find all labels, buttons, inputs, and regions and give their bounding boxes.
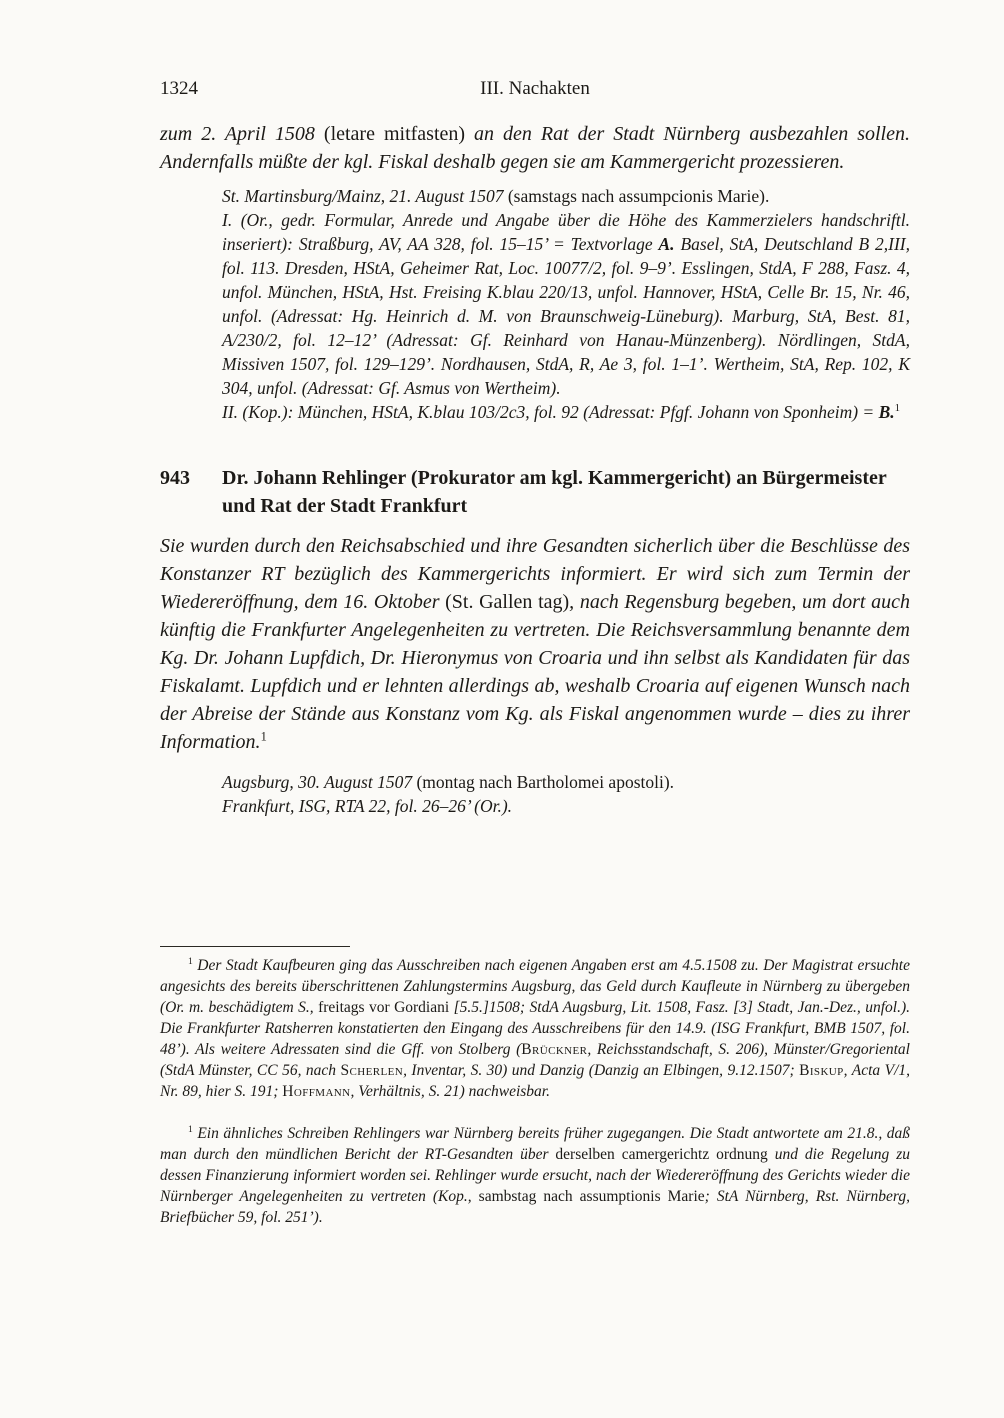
page-number: 1324 [160,78,198,99]
entry-943-title: Dr. Johann Rehlinger (Prokurator am kgl. Kammergericht) an Bürgermeister und Rat der Stadt Frankfurt [222,467,887,517]
previous-entry-dateline: St. Martinsburg/Mainz, 21. August 1507 (samstags nach assumpcionis Marie). [222,186,770,206]
previous-entry-transmission-originals: I. (Or., gedr. Formular, Anrede und Angabe über die Höhe des Kammerzielers handschriftl. inseriert): Straßburg, AV, AA 328, fol. 15–15’ = Textvorlage A. Basel, StA, Deutschland B 2,III, fol. 113. Dresden, HStA, Geheimer Rat, Loc. 10077/2, fol. 9–9’. Esslingen, StdA, F 288, Fasz. 4, unfol. München, HStA, Hst. Freising K.blau 220/13, unfol. Hannover, HStA, Celle Br. 15, Nr. 46, unfol. (Adressat: Hg. Heinrich d. M. von Braunschweig-Lüneburg). Marburg, StA, Best. 81, A/230/2, fol. 12–12’ (Adressat: Gf. Reinhard von Hanau-Münzenberg). Nördlingen, StdA, Missiven 1507, fol. 129–129’. Nordhausen, StdA, R, Ae 3, fol. 1–1’. Wertheim, StA, Rep. 102, K 304, unfol. (Adressat: Gf. Asmus von Wertheim). [222,210,910,398]
entry-943-regest: Sie wurden durch den Reichsabschied und ihre Gesandten sicherlich über die Beschlüsse des Konstanzer RT bezüglich des Kammergerichts informiert. Er wird sich zum Termin der Wiedereröffnung, dem 16. Oktober (St. Gallen tag), nach Regensburg begeben, um dort auch künftig die Frankfurter Angelegenheiten zu vertreten. Die Reichsversammlung benannte dem Kg. Dr. Johann Lupfdich, Dr. Hieronymus von Croaria und ihn selbst als Kandidaten für das Fiskalamt. Lupfdich und er lehnten allerdings ab, weshalb Croaria auf eigenen Wunsch nach der Abreise der Stände aus Konstanz vom Kg. als Fiskal angenommen wurde – dies zu ihrer Information.$^1$ [160,535,911,753]
running-head: III. Nachakten [480,78,590,99]
entry-943-dateline: Augsburg, 30. August 1507 (montag nach Bartholomei apostoli). [222,772,675,792]
previous-entry-source-block [222,184,910,424]
entry-943-source-block [222,770,910,818]
footnote-2: $^1$ Ein ähnliches Schreiben Rehlingers war Nürnberg bereits früher zugegangen. Die Stadt antwortete am 21.8., daß man durch den mündlichen Bericht der RT-Gesandten über derselben camergerichtz ordnung und die Regelung zu dessen Finanzierung informiert worden sei. Rehlinger wurde ersucht, nach der Wiedereröffnung des Gerichts wieder die Nürnberger Angelegenheiten zu vertreten (Kop., sambstag nach assumptionis Marie; StA Nürnberg, Rst. Nürnberg, Briefbücher 59, fol. 251’). [160,1123,910,1226]
entry-943-number: 943 [160,467,190,489]
footnote-separator [160,946,350,947]
page-header [160,78,910,104]
entry-943-heading [160,464,910,520]
text-block [160,120,910,818]
footnotes-section [160,946,910,1228]
previous-entry-transmission-copies: II. (Kop.): München, HStA, K.blau 103/2c3, fol. 92 (Adressat: Pfgf. Johann von Sponheim) = B.$^1$ [222,402,901,422]
footnote-1: $^1$ Der Stadt Kaufbeuren ging das Ausschreiben nach eigenen Angaben erst am 4.5.1508 zu. Der Magistrat ersuchte angesichts des bereits überschrittenen Zahlungstermins Augsburg, das Geld durch Kaufleute in Nürnberg zu übergeben (Or. m. beschädigtem S., freitags vor Gordiani [5.5.]1508; StdA Augsburg, Lit. 1508, Fasz. [3] Stadt, Jan.-Dez., unfol.). Die Frankfurter Ratsherren konstatierten den Eingang des Ausschreibens für den 14.9. (ISG Frankfurt, BMB 1507, fol. 48’). Als weitere Adressaten sind die Gff. von Stolberg (Brückner, Reichsstandschaft, S. 206), Münster/Gregoriental (StdA Münster, CC 56, nach Scherlen, Inventar, S. 30) und Danzig (Danzig an Elbingen, 9.12.1507; Biskup, Acta V/1, Nr. 89, hier S. 191; Hoffmann, Verhältnis, S. 21) nachweisbar. [160,955,911,1100]
previous-entry-regest-end: zum 2. April 1508 (letare mitfasten) an den Rat der Stadt Nürnberg ausbezahlen sollen. Andernfalls müßte der kgl. Fiskal deshalb gegen sie am Kammergericht prozessieren. [160,123,910,173]
entry-943-archive-source: Frankfurt, ISG, RTA 22, fol. 26–26’ (Or.). [222,796,513,816]
